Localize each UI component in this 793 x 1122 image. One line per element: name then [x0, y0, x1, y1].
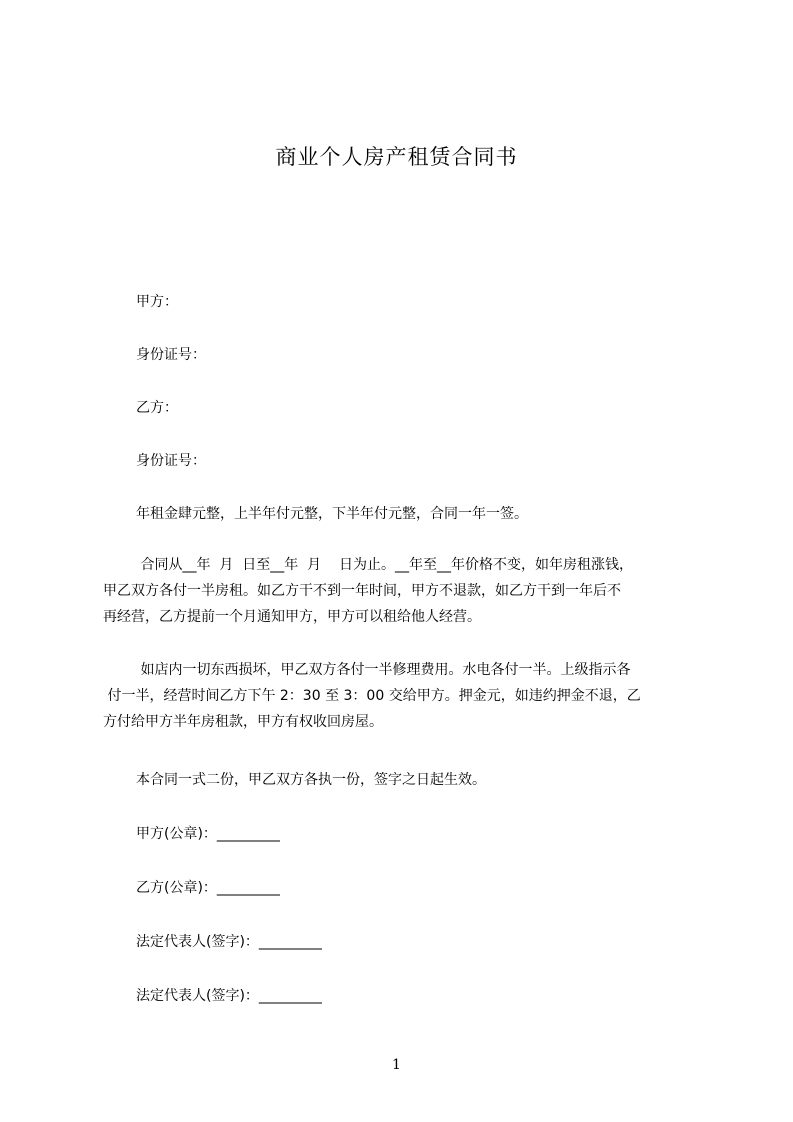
rent-clause: 年租金肆元整，上半年付元整，下半年付元整，合同一年一签。 — [136, 506, 528, 522]
representative-signature-line-2: 法定代表人(签字)：_________ — [136, 988, 322, 1004]
party-b-label: 乙方： — [136, 400, 178, 416]
page-number: 1 — [392, 1057, 401, 1073]
party-a-label: 甲方： — [136, 294, 178, 310]
party-b-id-label: 身份证号： — [136, 453, 206, 469]
document-title: 商业个人房产租赁合同书 — [275, 145, 518, 169]
party-a-seal-line: 甲方(公章)：_________ — [136, 826, 280, 842]
damage-clause-line: 如店内一切东西损坏，甲乙双方各付一半修理费用。水电各付一半。上级指示各 — [136, 662, 631, 678]
representative-signature-line-1: 法定代表人(签字)：_________ — [136, 934, 322, 950]
damage-clause-line: 方付给甲方半年房租款，甲方有权收回房屋。 — [103, 714, 383, 730]
party-b-seal-line: 乙方(公章)：_________ — [136, 880, 280, 896]
party-a-id-label: 身份证号： — [136, 347, 206, 363]
copies-clause: 本合同一式二份，甲乙双方各执一份，签字之日起生效。 — [136, 772, 486, 788]
term-clause-line: 合同从__年 月 日至__年 月 日为止。__年至__年价格不变，如年房租涨钱， — [136, 557, 633, 573]
damage-clause — [103, 657, 699, 735]
damage-clause-line: 付一半，经营时间乙方下午 2：30 至 3：00 交给甲方。押金元，如违约押金不退，乙 — [103, 688, 641, 704]
term-clause-line: 再经营，乙方提前一个月通知甲方，甲方可以租给他人经营。 — [103, 609, 481, 625]
term-clause-line: 甲乙双方各付一半房租。如乙方干不到一年时间，甲方不退款，如乙方干到一年后不 — [103, 583, 621, 599]
term-clause — [103, 552, 699, 630]
